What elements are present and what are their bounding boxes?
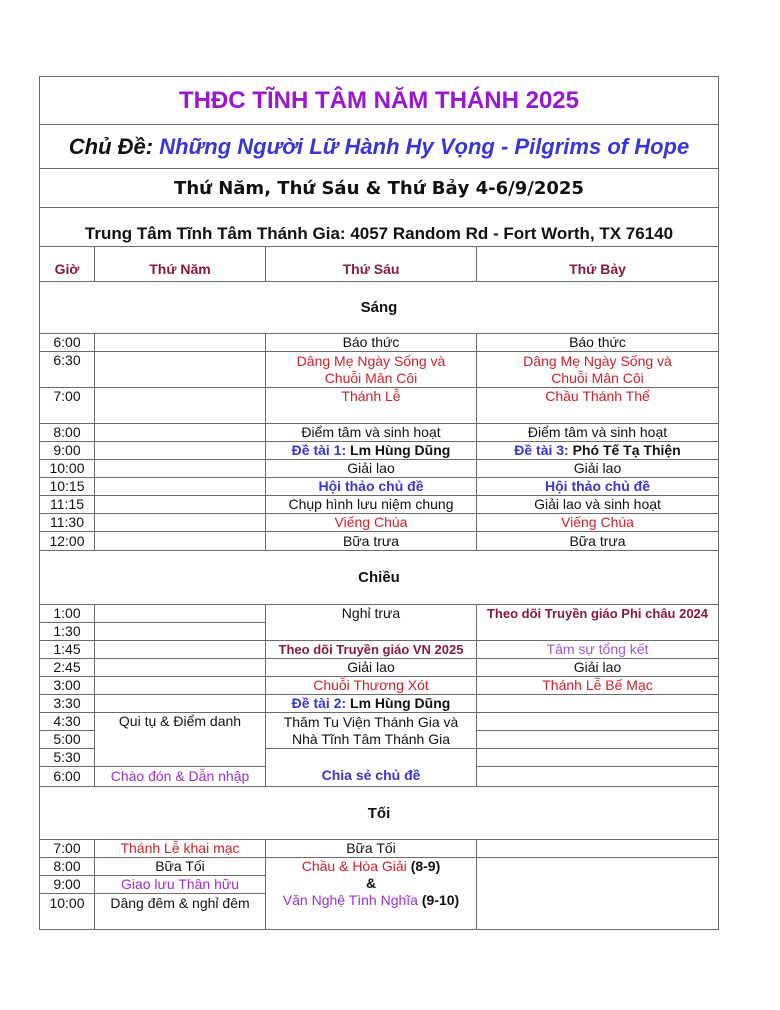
column-header-saturday: Thứ Bảy: [476, 246, 719, 282]
empty-cell: [94, 658, 266, 677]
activity-divine-mercy: Chuỗi Thương Xót: [265, 676, 477, 695]
activity-topic-1: [265, 441, 477, 460]
theme-text: Những Người Lữ Hành Hy Vọng - Pilgrims of Hope: [159, 134, 690, 159]
activity-dinner: Bữa Tối: [94, 857, 266, 876]
theme-label: Chủ Đề:: [68, 134, 154, 159]
empty-cell: [94, 694, 266, 713]
column-header-friday: Thứ Sáu: [265, 246, 477, 282]
time-cell: 6:30: [39, 351, 95, 388]
time-cell: 10:00: [39, 459, 95, 478]
activity-gathering: Qui tụ & Điểm danh: [94, 712, 266, 767]
empty-cell: [476, 857, 719, 930]
topic-label: Đề tài 1:: [291, 442, 347, 458]
activity-rosary: Dâng Mẹ Ngày Sống và Chuỗi Mân Côi: [476, 351, 719, 388]
activity-opening-mass: Thánh Lễ khai mạc: [94, 839, 266, 858]
topic-speaker: Lm Hùng Dũng: [350, 442, 451, 458]
venue-address: Trung Tâm Tĩnh Tâm Thánh Gia: 4057 Random Rd - Fort Worth, TX 76140: [39, 207, 719, 247]
empty-cell: [476, 766, 719, 787]
empty-cell: [476, 839, 719, 858]
activity-visit-blessed-sacrament: Viếng Chúa: [476, 513, 719, 532]
activity-visit-blessed-sacrament: Viếng Chúa: [265, 513, 477, 532]
time-cell: 11:30: [39, 513, 95, 532]
activity-lunch-rest: Nghỉ trưa: [265, 604, 477, 641]
empty-cell: [94, 513, 266, 532]
activity-mission-africa: Theo dõi Truyền giáo Phi châu 2024: [476, 604, 719, 641]
time-cell: 8:00: [39, 423, 95, 442]
section-afternoon: Chiều: [39, 550, 719, 605]
theme-row: [39, 124, 719, 169]
time-cell: 10:00: [39, 893, 95, 930]
adoration-line: [302, 858, 441, 875]
empty-cell: [94, 640, 266, 659]
time-cell: 10:15: [39, 477, 95, 496]
empty-cell: [94, 441, 266, 460]
time-cell: 9:00: [39, 441, 95, 460]
time-cell: 1:45: [39, 640, 95, 659]
topic-speaker: Phó Tế Tạ Thiện: [572, 442, 681, 458]
time-cell: 4:30: [39, 712, 95, 731]
arts-line: [283, 892, 459, 909]
adoration-text: Chầu & Hòa Giải: [301, 858, 407, 874]
activity-break-and-activities: Giải lao và sinh hoạt: [476, 495, 719, 514]
adoration-time: (8-9): [410, 858, 441, 874]
time-cell: 5:30: [39, 748, 95, 767]
empty-cell: [94, 495, 266, 514]
activity-break: Giải lao: [476, 658, 719, 677]
empty-cell: [476, 748, 719, 767]
time-cell: 7:00: [39, 387, 95, 424]
time-cell: 1:00: [39, 604, 95, 623]
column-header-time: Giờ: [39, 246, 95, 282]
arts-text: Văn Nghệ Tình Nghĩa: [282, 892, 418, 908]
section-morning: Sáng: [39, 281, 719, 334]
time-cell: 3:30: [39, 694, 95, 713]
empty-cell: [94, 604, 266, 623]
empty-cell: [476, 712, 719, 731]
activity-welcome: Chào đón & Dẫn nhập: [94, 766, 266, 787]
activity-group-photo: Chụp hình lưu niệm chung: [265, 495, 477, 514]
empty-cell: [476, 730, 719, 749]
activity-monastery-visit: Thăm Tu Viện Thánh Gia và Nhà Tĩnh Tâm Thánh Gia: [265, 712, 477, 749]
activity-workshop: Hội thảo chủ đề: [265, 477, 477, 496]
empty-cell: [94, 531, 266, 551]
activity-closing-mass: Thánh Lễ Bế Mạc: [476, 676, 719, 695]
time-cell: 5:00: [39, 730, 95, 749]
activity-dinner: Bữa Tối: [265, 839, 477, 858]
activity-topic-3: [476, 441, 719, 460]
time-cell: 6:00: [39, 766, 95, 787]
time-cell: 2:45: [39, 658, 95, 677]
activity-summary: Tâm sự tổng kết: [476, 640, 719, 659]
activity-topic-2: [265, 694, 477, 713]
time-cell: 11:15: [39, 495, 95, 514]
empty-cell: [476, 694, 719, 713]
activity-wake-up: Báo thức: [476, 333, 719, 352]
time-cell: 1:30: [39, 622, 95, 641]
arts-time: (9-10): [421, 892, 460, 908]
time-cell: 9:00: [39, 875, 95, 894]
empty-cell: [94, 387, 266, 424]
topic-label: Đề tài 2:: [291, 695, 347, 711]
empty-cell: [94, 477, 266, 496]
empty-cell: [94, 622, 266, 641]
activity-adoration: Chầu Thánh Thể: [476, 387, 719, 424]
activity-fellowship: Giao lưu Thân hữu: [94, 875, 266, 894]
page-title: THĐC TĨNH TÂM NĂM THÁNH 2025: [39, 76, 719, 125]
ampersand: &: [365, 875, 377, 891]
empty-cell: [94, 351, 266, 388]
empty-cell: [94, 423, 266, 442]
empty-cell: [94, 333, 266, 352]
section-evening: Tối: [39, 786, 719, 840]
activity-break: Giải lao: [265, 459, 477, 478]
time-cell: 12:00: [39, 531, 95, 551]
activity-lunch: Bữa trưa: [265, 531, 477, 551]
activity-mission-vn: Theo dõi Truyền giáo VN 2025: [265, 640, 477, 659]
activity-wake-up: Báo thức: [265, 333, 477, 352]
activity-sharing: Chia sẻ chủ đề: [265, 748, 477, 787]
activity-lunch: Bữa trưa: [476, 531, 719, 551]
column-header-thursday: Thứ Năm: [94, 246, 266, 282]
topic-speaker: Lm Hùng Dũng: [350, 695, 451, 711]
activity-breakfast: Điểm tâm và sinh hoạt: [476, 423, 719, 442]
activity-rosary: Dâng Mẹ Ngày Sống và Chuỗi Mân Côi: [265, 351, 477, 388]
empty-cell: [94, 676, 266, 695]
activity-mass: Thánh Lễ: [265, 387, 477, 424]
topic-label: Đề tài 3:: [514, 442, 569, 458]
time-cell: 8:00: [39, 857, 95, 876]
time-cell: 3:00: [39, 676, 95, 695]
event-dates: Thứ Năm, Thứ Sáu & Thứ Bảy 4-6/9/2025: [39, 168, 719, 208]
time-cell: 7:00: [39, 839, 95, 858]
activity-break: Giải lao: [476, 459, 719, 478]
time-cell: 6:00: [39, 333, 95, 352]
activity-night-prayer: Dâng đêm & nghỉ đêm: [94, 893, 266, 930]
activity-adoration-and-arts: [265, 857, 477, 930]
activity-workshop: Hội thảo chủ đề: [476, 477, 719, 496]
empty-cell: [94, 459, 266, 478]
activity-breakfast: Điểm tâm và sinh hoạt: [265, 423, 477, 442]
activity-break: Giải lao: [265, 658, 477, 677]
